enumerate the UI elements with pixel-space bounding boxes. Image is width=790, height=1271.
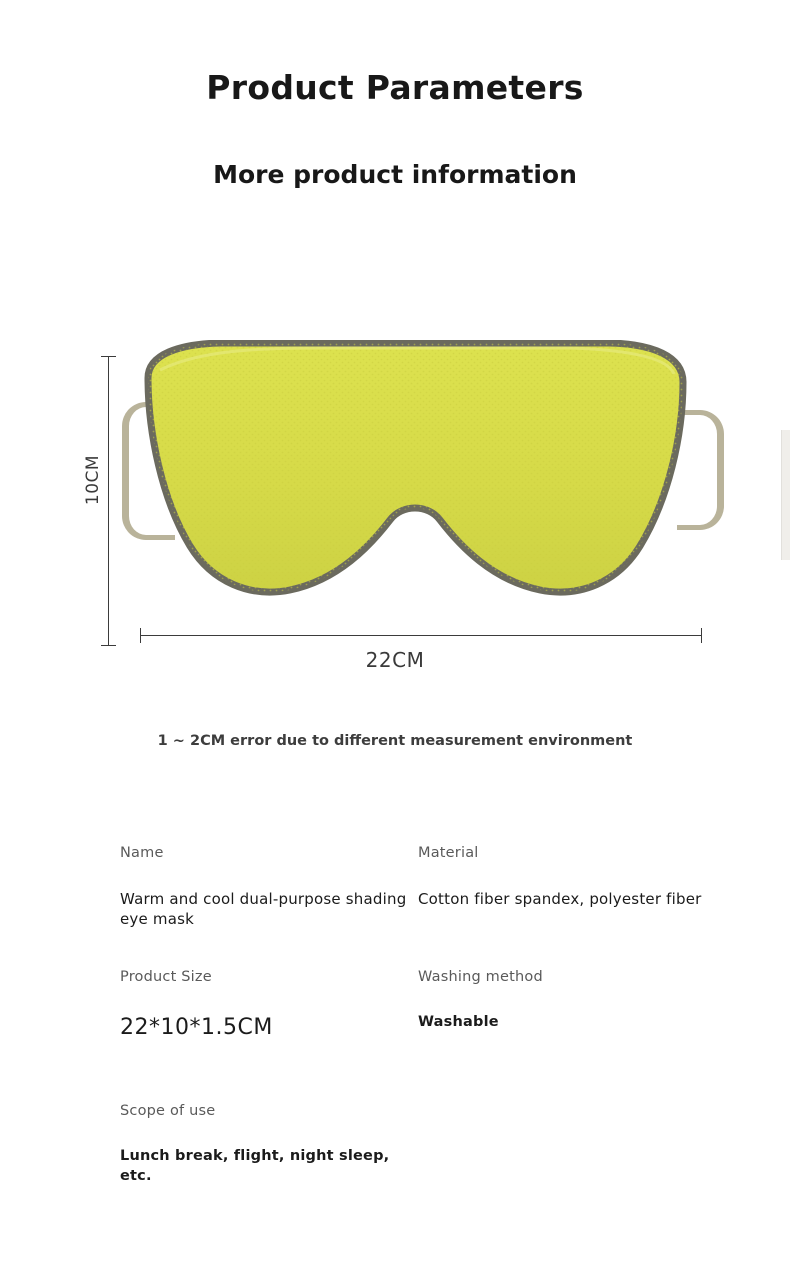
spec-value: 22*10*1.5CM [120, 1015, 273, 1040]
page-edge-artifact [781, 430, 790, 560]
height-dimension-line [108, 356, 109, 646]
spec-table [120, 845, 720, 1217]
spec-value: Warm and cool dual-purpose shading eye mask [120, 890, 407, 929]
product-diagram [0, 330, 790, 710]
page-title: Product Parameters [206, 68, 584, 107]
spec-label: Material [418, 845, 479, 861]
width-dimension-label: 22CM [365, 648, 425, 672]
spec-row [120, 1103, 720, 1193]
height-dimension-label: 10CM [83, 454, 104, 506]
eye-mask-illustration [120, 340, 710, 630]
eye-mask-shape-svg [140, 340, 690, 610]
spec-cell-name [120, 845, 410, 930]
measurement-note: 1 ~ 2CM error due to different measurement environment [157, 733, 633, 749]
spec-cell-material [418, 845, 738, 909]
spec-row [120, 969, 720, 1079]
spec-value: Cotton fiber spandex, polyester fiber [418, 890, 702, 908]
spec-value: Washable [418, 1014, 499, 1030]
spec-value: Lunch break, flight, night sleep, etc. [120, 1148, 390, 1184]
page-subtitle: More product information [213, 160, 577, 189]
width-dimension-line [140, 635, 702, 636]
spec-label: Name [120, 845, 164, 861]
eye-mask-body [140, 340, 690, 610]
spec-label: Washing method [418, 969, 543, 985]
spec-label: Scope of use [120, 1103, 216, 1119]
spec-cell-washing-method [418, 969, 738, 1033]
spec-cell-product-size [120, 969, 410, 1043]
spec-label: Product Size [120, 969, 212, 985]
spec-cell-scope-of-use [120, 1103, 410, 1186]
spec-row [120, 845, 720, 945]
